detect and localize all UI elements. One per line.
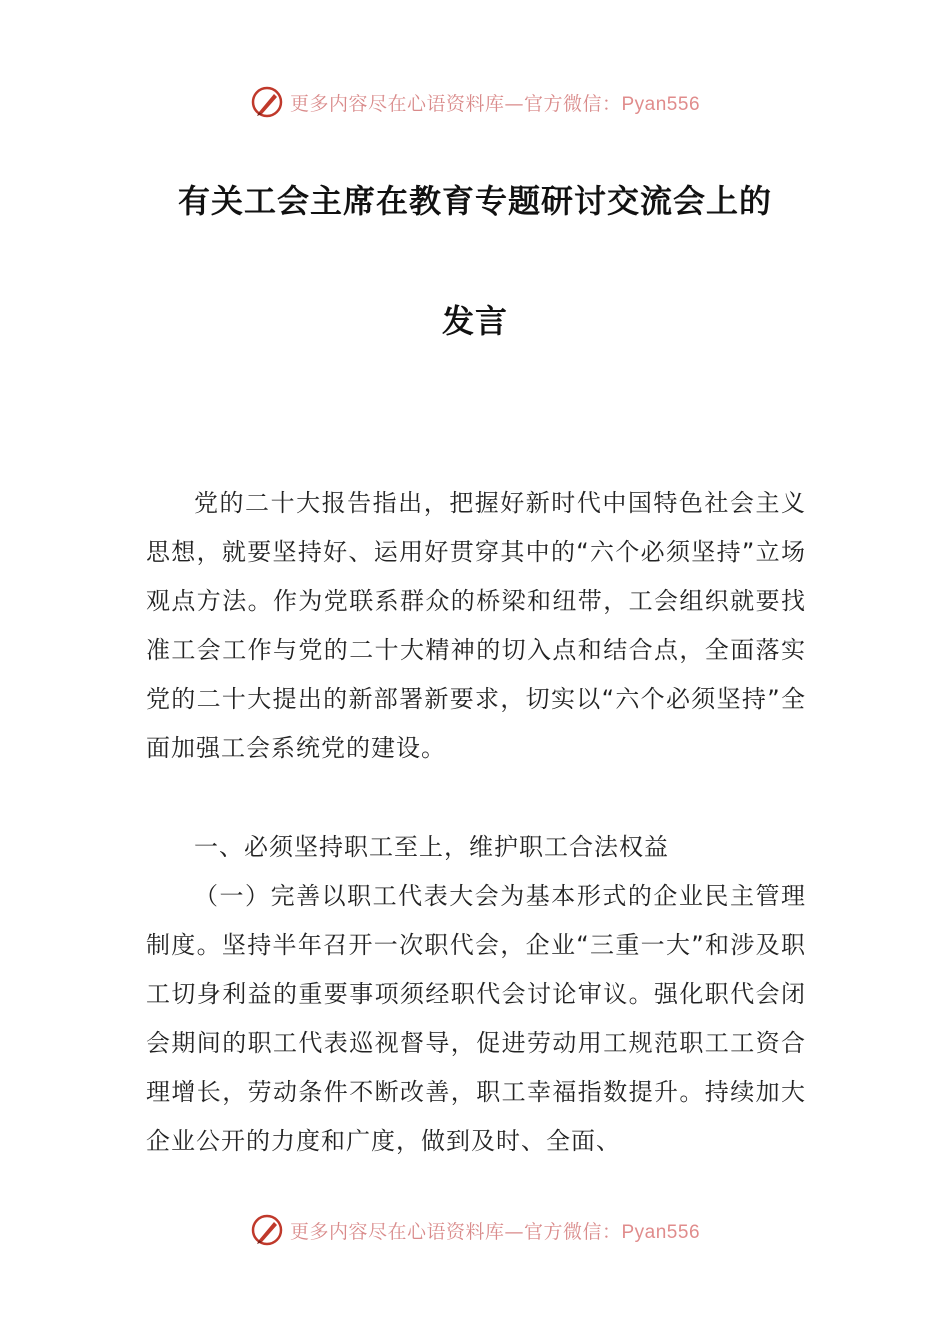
- intro-paragraph: 党的二十大报告指出，把握好新时代中国特色社会主义思想，就要坚持好、运用好贯穿其中的“六个必须坚持”立场观点方法。作为党联系群众的桥梁和纽带，工会组织就要找准工会工作与党的二十大精神的切入点和结合点，全面落实党的二十大提出的新部署新要求，切实以“六个必须坚持”全面加强工会系统党的建设。: [146, 489, 806, 762]
- body-paragraph-1: （一）完善以职工代表大会为基本形式的企业民主管理制度。坚持半年召开一次职代会，企业“三重一大”和涉及职工切身利益的重要事项须经职代会讨论审议。强化职代会闭会期间的职工代表巡视督导，促进劳动用工规范职工工资合理增长，劳动条件不断改善，职工幸福指数提升。持续加大企业公开的力度和广度，做到及时、全面、: [146, 882, 806, 1155]
- section-heading-1: 一、必须坚持职工至上，维护职工合法权益: [194, 833, 669, 861]
- document-title-line-1: 有关工会主席在教育专题研讨交流会上的: [177, 182, 772, 220]
- wechat-id: Pyan556: [621, 93, 701, 115]
- pen-logo-icon: [250, 1213, 284, 1247]
- watermark-text: 更多内容尽在心语资料库—官方微信：Pyan556: [289, 92, 701, 115]
- document-title-line-2: 发言: [441, 302, 508, 340]
- header-watermark-banner: [0, 82, 950, 122]
- watermark-text: 更多内容尽在心语资料库—官方微信：Pyan556: [289, 1220, 701, 1243]
- footer-watermark-banner: [0, 1210, 950, 1250]
- pen-logo-icon: [250, 85, 284, 119]
- wechat-id: Pyan556: [621, 1221, 701, 1243]
